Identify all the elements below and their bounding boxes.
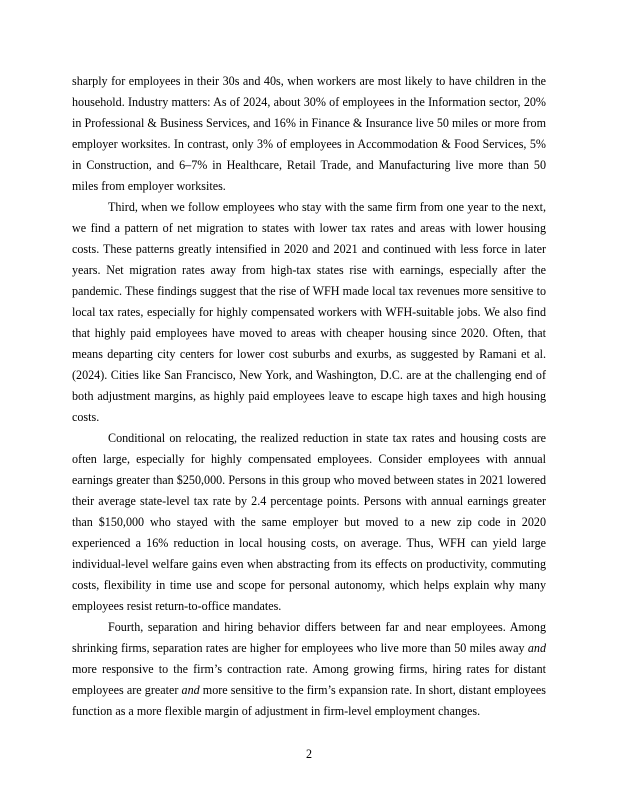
page-number: 2: [305, 747, 313, 761]
paragraph-text: Fourth, separation and hiring behavior differs between far and near employees. Among shrinking firms, separation rates are higher for employees who live more than 50 miles away: [72, 620, 546, 655]
page-body-text: [72, 71, 546, 722]
paragraph-text: Conditional on relocating, the realized reduction in state tax rates and housing costs are often large, especially for highly compensated employees. Consider employees with annual earnings greater than $250,000. Persons in this group who moved between states in 2021 lowered their average state-level tax rate by 2.4 percentage points. Persons with annual earnings greater than $150,000 who stayed with the same employer but moved to a new zip code in 2020 experienced a 16% reduction in local housing costs, on average. Thus, WFH can yield large individual-level welfare gains even when abstracting from its effects on productivity, commuting costs, flexibility in time use and scope for personal autonomy, which helps explain why many employees resist return-to-office mandates.: [72, 431, 546, 613]
paragraph-text-emphasis: and: [527, 641, 546, 655]
paragraph-relocation-effects: [72, 428, 546, 617]
paragraph-text: sharply for employees in their 30s and 40s, when workers are most likely to have children in the household. Industry matters: As of 2024, about 30% of employees in the Information sector, 20% in Professional & Business Services, and 16% in Finance & Insurance live 50 miles or more from employer worksites. In contrast, only 3% of employees in Accommodation & Food Services, 5% in Construction, and 6–7% in Healthcare, Retail Trade, and Manufacturing live more than 50 miles from employer worksites.: [72, 74, 546, 193]
paragraph-text-emphasis: and: [181, 683, 200, 697]
paragraph-text: Third, when we follow employees who stay with the same firm from one year to the next, we find a pattern of net migration to states with lower tax rates and areas with lower housing costs. These patterns greatly intensified in 2020 and 2021 and continued with less force in later years. Net migration rates away from high-tax states rise with earnings, especially after the pandemic. These findings suggest that the rise of WFH made local tax revenues more sensitive to local tax rates, especially for highly compensated workers with WFH-suitable jobs. We also find that highly paid employees have moved to areas with cheaper housing since 2020. Often, that means departing city centers for lower cost suburbs and exurbs, as suggested by Ramani et al. (2024). Cities like San Francisco, New York, and Washington, D.C. are at the challenging end of both adjustment margins, as highly paid employees leave to escape high taxes and high housing costs.: [72, 200, 546, 424]
paragraph-third-finding: [72, 197, 546, 428]
paragraph-fourth-finding: [72, 617, 546, 722]
paragraph-text: more responsive to the firm’s contraction rate. Among growing firms, hiring rates for distant employees are greater: [72, 662, 546, 697]
paragraph-text: more sensitive to the firm’s expansion rate. In short, distant employees function as a more flexible margin of adjustment in firm-level employment changes.: [72, 683, 546, 718]
paragraph-continuation: [72, 71, 546, 197]
